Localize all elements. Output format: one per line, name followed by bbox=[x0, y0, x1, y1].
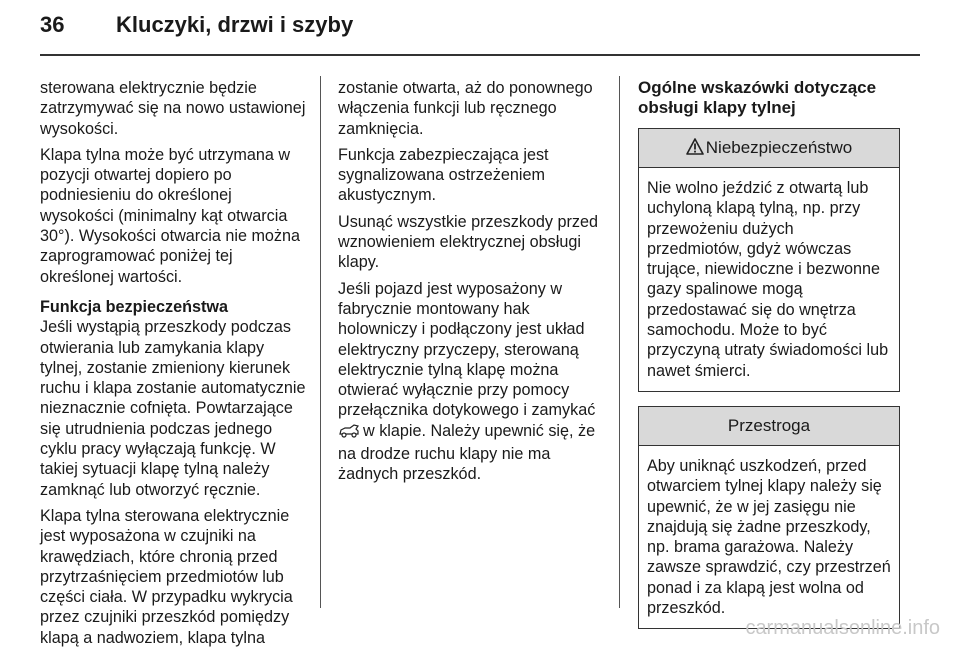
paragraph-part: Jeśli pojazd jest wyposażony w fabrycznie montowany hak holowniczy i podłączony jest układ elektryczny przyczepy, sterowaną elektrycznie tylną klapę można otwierać wyłącznie przy pomocy przełącznika dotykowego i zamykać bbox=[338, 279, 596, 420]
paragraph: sterowana elektrycznie będzie zatrzymywać się na nowo ustawionej wysokości. bbox=[40, 79, 306, 138]
paragraph: Klapa tylna może być utrzymana w pozycji otwartej dopiero po podniesieniu do określonej wysokości (minimalny kąt otwarcia 30°). Wysokości otwarcia nie można zaprogramować poniżej tej określonej wartości. bbox=[40, 145, 301, 286]
page-header bbox=[40, 12, 353, 38]
column-divider bbox=[320, 76, 321, 608]
column-3 bbox=[638, 78, 900, 643]
column-1 bbox=[40, 78, 308, 654]
paragraph-part: w klapie. Należy upewnić się, że na drodze ruchu klapy nie ma żadnych przeszkód. bbox=[338, 421, 596, 484]
paragraph: zostanie otwarta, aż do ponownego włączenia funkcji lub ręcznego zamknięcia. bbox=[338, 79, 593, 138]
watermark: carmanualsonline.info bbox=[745, 617, 940, 639]
paragraph: Klapa tylna sterowana elektrycznie jest wyposażona w czujniki na krawędziach, które chronią przed przytrzaśnięciem przedmiotów lub części ciała. W przypadku wykrycia przez czujniki przeszkód pomiędzy klapą a nadwoziem, klapa tylna bbox=[40, 506, 293, 647]
paragraph: Funkcja zabezpieczająca jest sygnalizowana ostrzeżeniem akustycznym. bbox=[338, 145, 549, 205]
car-open-tailgate-icon bbox=[338, 423, 360, 444]
header-rule bbox=[40, 54, 920, 56]
paragraph: Jeśli wystąpią przeszkody podczas otwierania lub zamykania klapy tylnej, zostanie zmieniony kierunek ruchu i klapa zostanie automatycznie nieznacznie cofnięta. Powtarzające się utrudnienia podczas jednego cyklu pracy wyłączają funkcję. W takiej sytuacji klapę tylną należy zamknąć lub otworzyć ręcznie. bbox=[40, 318, 306, 499]
danger-box-header bbox=[639, 129, 899, 168]
page-title: Kluczyki, drzwi i szyby bbox=[116, 12, 354, 37]
subheading-safety-function: Funkcja bezpieczeństwa bbox=[40, 297, 229, 316]
warning-triangle-icon bbox=[686, 131, 704, 169]
paragraph bbox=[338, 279, 610, 485]
caution-text: Aby uniknąć uszkodzeń, przed otwarciem tylnej klapy należy się upewnić, że w jej zasięgu nie znajdują się żadne przeszkody, np. brama garażowa. Należy zawsze sprawdzić, czy przestrzeń ponad i za klapą jest wolna od przeszkód. bbox=[647, 456, 891, 618]
column-divider bbox=[619, 76, 620, 608]
danger-box bbox=[638, 128, 900, 392]
column-2 bbox=[338, 78, 610, 491]
page-number: 36 bbox=[40, 12, 65, 37]
danger-text: Nie wolno jeździć z otwartą lub uchyloną klapą tylną, np. przy przewożeniu dużych przedmiotów, gdyż wówczas trujące, niewidoczne i bezwonne gazy spalinowe mogą przedostawać się do wnętrza samochodu. Może to być przyczyną utraty świadomości lub nawet śmierci. bbox=[647, 179, 889, 380]
section-title: Ogólne wskazówki dotyczące obsługi klapy tylnej bbox=[638, 78, 877, 117]
paragraph: Usunąć wszystkie przeszkody przed wznowieniem elektrycznej obsługi klapy. bbox=[338, 212, 598, 272]
danger-title: Niebezpieczeństwo bbox=[705, 138, 853, 157]
caution-box bbox=[638, 406, 900, 629]
caution-box-header: Przestroga bbox=[639, 407, 899, 446]
